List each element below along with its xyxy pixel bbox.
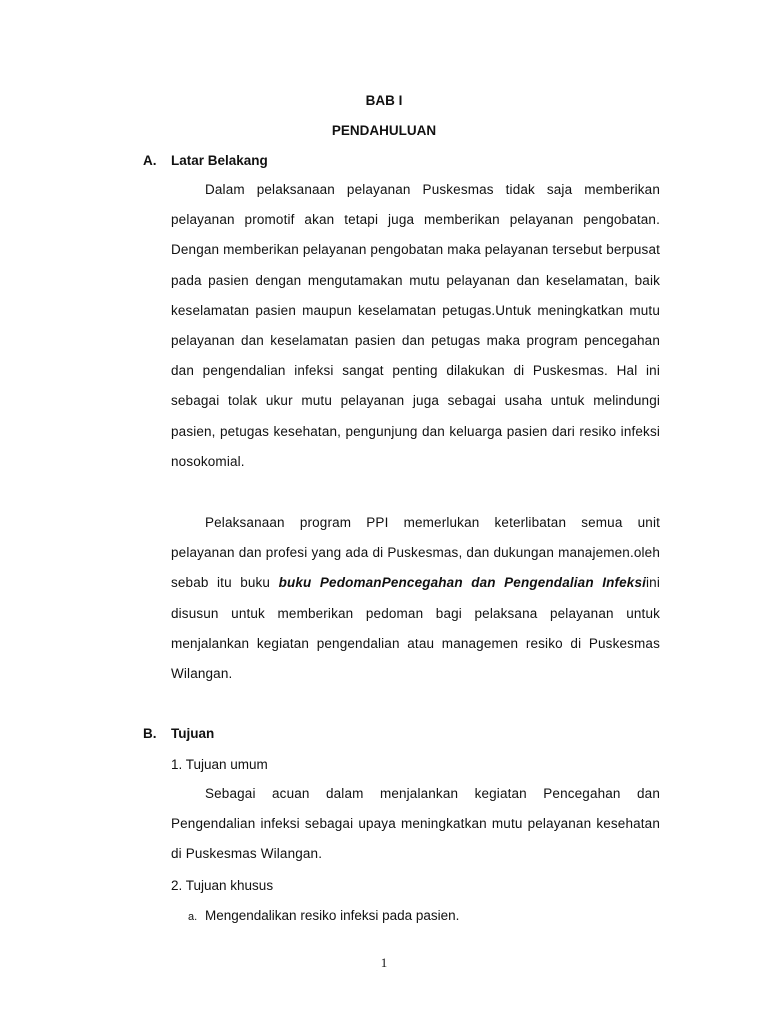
general-objective-heading: 1. Tujuan umum bbox=[171, 757, 268, 772]
section-b-title: Tujuan bbox=[171, 726, 215, 741]
page-number: 1 bbox=[380, 955, 388, 970]
list-item-text: Mengendalikan resiko infeksi pada pasien. bbox=[205, 908, 460, 923]
section-a-label: A. bbox=[143, 153, 157, 168]
list-marker: a. bbox=[188, 911, 198, 923]
specific-objective-item bbox=[188, 908, 459, 925]
background-paragraph-1: Dalam pelaksanaan pelayanan Puskesmas tidak saja memberikan pelayanan promotif akan tetapi juga memberikan pelayanan pengobatan. Dengan memberikan pelayanan pengobatan maka pelayanan tersebut berpusat pada pasien dengan mengutamakan mutu pelayanan dan keselamatan, baik keselamatan pasien maupun keselamatan petugas.Untuk meningkatkan mutu pelayanan dan keselamatan pasien dan petugas maka program pencegahan dan pengendalian infeksi sangat penting dilakukan di Puskesmas. Hal ini sebagai tolak ukur mutu pelayanan juga sebagai usaha untuk melindungi pasien, petugas kesehatan, pengunjung dan keluarga pasien dari resiko infeksi nosokomial. bbox=[171, 182, 660, 469]
section-b-label: B. bbox=[143, 726, 157, 741]
background-paragraph-2 bbox=[171, 508, 660, 689]
chapter-title: PENDAHULUAN bbox=[331, 123, 437, 138]
general-objective-text: Sebagai acuan dalam menjalankan kegiatan Pencegahan dan Pengendalian infeksi sebagai upaya meningkatkan mutu pelayanan kesehatan di Puskesmas Wilangan. bbox=[171, 786, 660, 862]
chapter-number: BAB I bbox=[365, 93, 403, 108]
specific-objective-heading: 2. Tujuan khusus bbox=[171, 878, 274, 893]
guide-title-emphasis: buku PedomanPencegahan dan Pengendalian Infeksi bbox=[278, 575, 647, 591]
section-b-heading bbox=[143, 726, 214, 742]
paragraph-2-text-end: ini disusun untuk memberikan pedoman bagi pelaksana pelayanan untuk menjalankan kegiatan pengendalian atau managemen resiko di Puskesmas Wilangan. bbox=[171, 575, 660, 682]
section-a-heading bbox=[143, 153, 268, 169]
section-a-title: Latar Belakang bbox=[171, 153, 268, 168]
paragraph-2-text-start: Pelaksanaan program PPI memerlukan keterlibatan semua unit pelayanan dan profesi yang ada di Puskesmas, dan dukungan manajemen.oleh sebab itu buku bbox=[171, 515, 660, 591]
